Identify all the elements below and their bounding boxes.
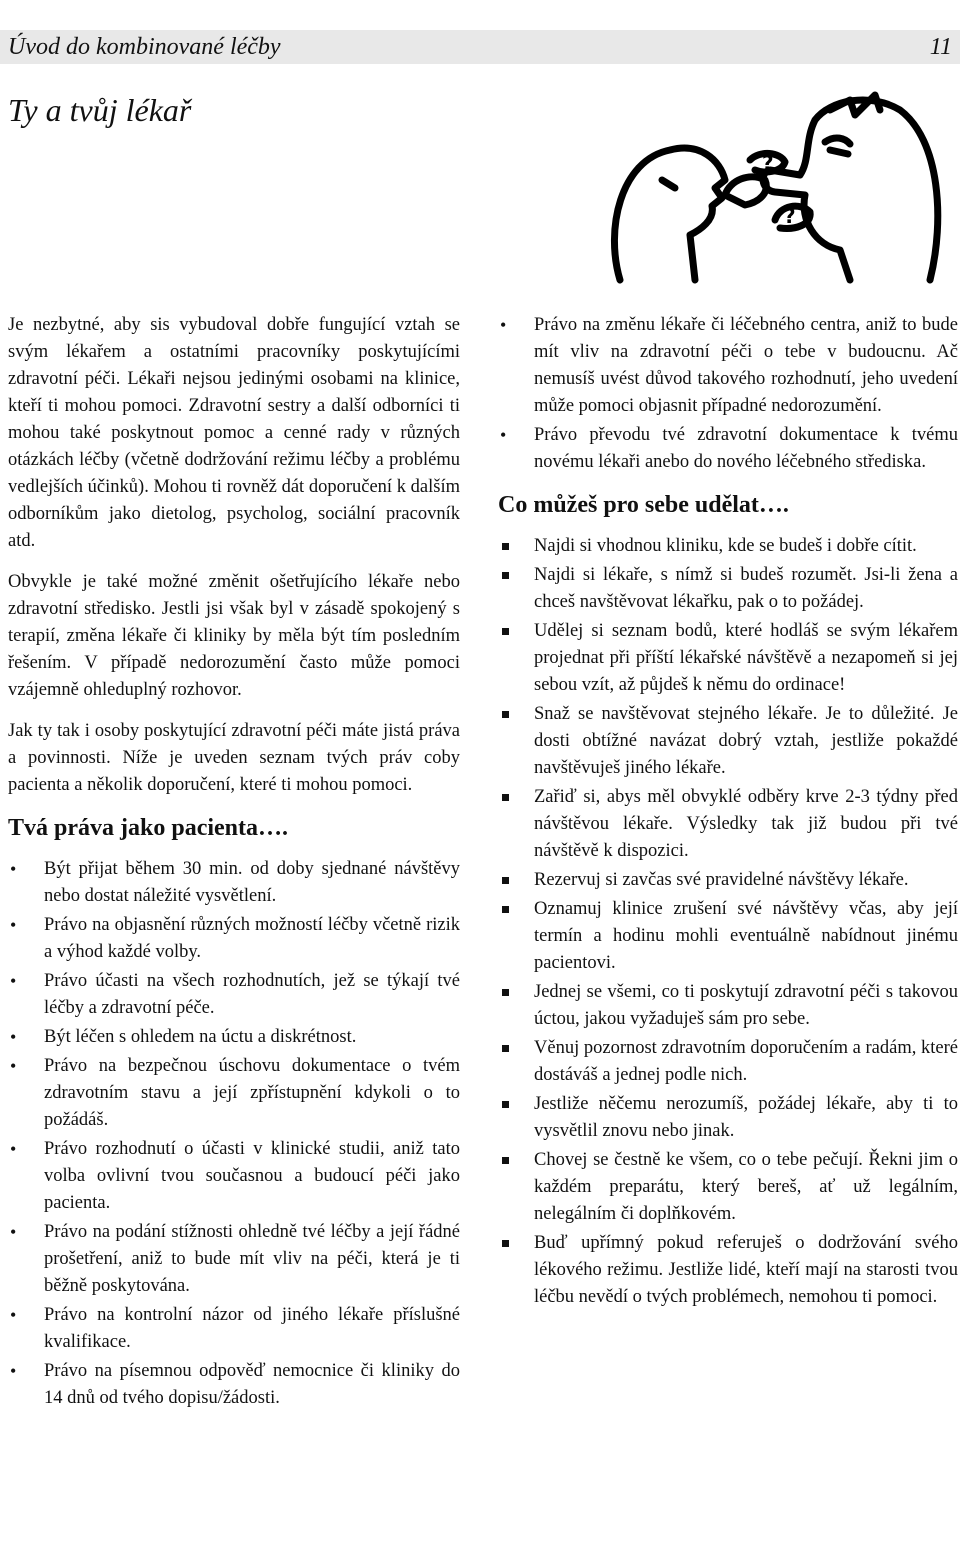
change-doctor-paragraph: Obvykle je také možné změnit ošetřujícího lékaře nebo zdravotní středisko. Jestli jsi však byl v zásadě spokojený s terapií, změna lékaře či kliniky by měla být tím posledním řešením. V případě nedorozumění často může pomoci vzájemně ohleduplný rozhovor. [8,572,460,700]
list-item: • Právo převodu tvé zdravotní dokumentace k tvému novému lékaři anebo do nového léčebného střediska. [498,422,958,476]
list-item: Udělej si seznam bodů, které hodláš se svým lékařem projednat při příští lékařské návštěvě a nezapomeň si jej sebou vzít, až půjdeš k němu do ordinace! [498,618,958,699]
right-column [498,312,958,1313]
left-column [8,312,460,1414]
square-bullet-icon [502,572,509,579]
square-bullet-icon [502,989,509,996]
intro-paragraph: Je nezbytné, aby sis vybudoval dobře fungující vztah se svým lékařem a ostatními pracovníky poskytujícími zdravotní péči. Lékaři nejsou jedinými osobami na klinice, kteří ti mohou pomoci. Zdravotní sestry a další odborníci ti mohou také poskytnout pomoc a cenné rady v různých otázkách léčby (včetně dodržování režimu léčby a problému vedlejších účinků). Mohou ti rovněž dát doporučení k dalším odborníkům jako dietolog, psycholog, sociální pracovník atd. [8,315,460,551]
list-item: • Právo účasti na všech rozhodnutích, jež se týkají tvé léčby a zdravotní péče. [8,968,460,1022]
page-number: 11 [929,34,952,60]
bullet-icon: • [10,1361,17,1381]
list-item: • Právo na podání stížnosti ohledně tvé léčby a její řádné prošetření, aniž to bude mít vliv na péči, která je ti běžně poskytována. [8,1219,460,1300]
list-item: Zařiď si, abys měl obvyklé odběry krve 2-3 týdny před návštěvou lékaře. Výsledky tak již budou při tvé návštěvě k dispozici. [498,784,958,865]
list-item: Najdi si lékaře, s nímž si budeš rozumět. Jsi-li žena a chceš navštěvovat lékařku, pak o to požádej. [498,562,958,616]
chapter-title: Úvod do kombinované léčby [8,34,281,60]
square-bullet-icon [502,1240,509,1247]
list-item: • Právo na změnu lékaře či léčebného centra, aniž to bude mít vliv na zdravotní péči o tebe v budoucnu. Ač nemusíš uvést důvod takového rozhodnutí, jeho uvedení může pomoci objasnit případné nedorozumění. [498,312,958,420]
list-item: • Právo na písemnou odpověď nemocnice či kliniky do 14 dnů od tvého dopisu/žádosti. [8,1358,460,1412]
list-item: • Právo rozhodnutí o účasti v klinické studii, aniž tato volba ovlivní tvou současnou a budoucí péči jako pacienta. [8,1136,460,1217]
bullet-icon: • [10,1027,17,1047]
bullet-icon: • [500,425,507,445]
bullet-icon: • [10,1305,17,1325]
page-header [0,30,960,64]
bullet-icon: • [500,315,507,335]
list-item: Snaž se navštěvovat stejného lékaře. Je to důležité. Je dosti obtížné navázat dobrý vztah, jestliže pokaždé navštěvuješ jiného lékaře. [498,701,958,782]
bullet-icon: • [10,971,17,991]
list-item: • Být léčen s ohledem na úctu a diskrétnost. [8,1024,460,1051]
rights-heading: Tvá práva jako pacienta…. [8,815,289,841]
bullet-icon: • [10,1139,17,1159]
square-bullet-icon [502,543,509,550]
list-item: Chovej se čestně ke všem, co o tebe pečují. Řekni jim o každém preparátu, který bereš, ať už legálním, nelegálním či doplňkovém. [498,1147,958,1228]
list-item: • Právo na objasnění různých možností léčby včetně rizik a výhod každé volby. [8,912,460,966]
square-bullet-icon [502,628,509,635]
list-item: Rezervuj si zavčas své pravidelné návštěvy lékaře. [498,867,958,894]
doctor-patient-question-drawing-icon [600,80,950,290]
svg-text:?: ? [762,151,774,175]
square-bullet-icon [502,906,509,913]
tips-list [498,533,958,1311]
bullet-icon: • [10,915,17,935]
list-item: • Právo na kontrolní názor od jiného lékaře příslušné kvalifikace. [8,1302,460,1356]
square-bullet-icon [502,1101,509,1108]
bullet-icon: • [10,1056,17,1076]
square-bullet-icon [502,1045,509,1052]
rights-list [8,856,460,1412]
list-item: Buď upřímný pokud referuješ o dodržování svého lékového režimu. Jestliže lidé, kteří mají na starosti tvou léčbu nevědí o tvých problémech, nemohou ti pomoci. [498,1230,958,1311]
rights-list-continued [498,312,958,476]
square-bullet-icon [502,1157,509,1164]
tips-heading: Co můžeš pro sebe udělat…. [498,492,789,518]
list-item: • Být přijat během 30 min. od doby sjednané návštěvy nebo dostat náležité vysvětlení. [8,856,460,910]
page-title: Ty a tvůj lékař [8,92,192,128]
square-bullet-icon [502,794,509,801]
rights-intro-paragraph: Jak ty tak i osoby poskytující zdravotní péči máte jistá práva a povinnosti. Níže je uveden seznam tvých práv coby pacienta a několik doporučení, které ti mohou pomoci. [8,721,460,795]
list-item: • Právo na bezpečnou úschovu dokumentace o tvém zdravotním stavu a její zpřístupnění kdykoli o to požádáš. [8,1053,460,1134]
list-item: Jestliže něčemu nerozumíš, požádej lékaře, aby ti to vysvětlil znovu nebo jinak. [498,1091,958,1145]
bullet-icon: • [10,859,17,879]
list-item: Věnuj pozornost zdravotním doporučením a radám, které dostáváš a jednej podle nich. [498,1035,958,1089]
list-item: Jednej se všemi, co ti poskytují zdravotní péči s takovou úctou, jakou vyžaduješ sám pro sebe. [498,979,958,1033]
list-item: Najdi si vhodnou kliniku, kde se budeš i dobře cítit. [498,533,958,560]
svg-text:?: ? [784,204,796,228]
square-bullet-icon [502,877,509,884]
bullet-icon: • [10,1222,17,1242]
list-item: Oznamuj klinice zrušení své návštěvy včas, aby její termín a hodinu mohli eventuálně nabídnout jinému pacientovi. [498,896,958,977]
square-bullet-icon [502,711,509,718]
